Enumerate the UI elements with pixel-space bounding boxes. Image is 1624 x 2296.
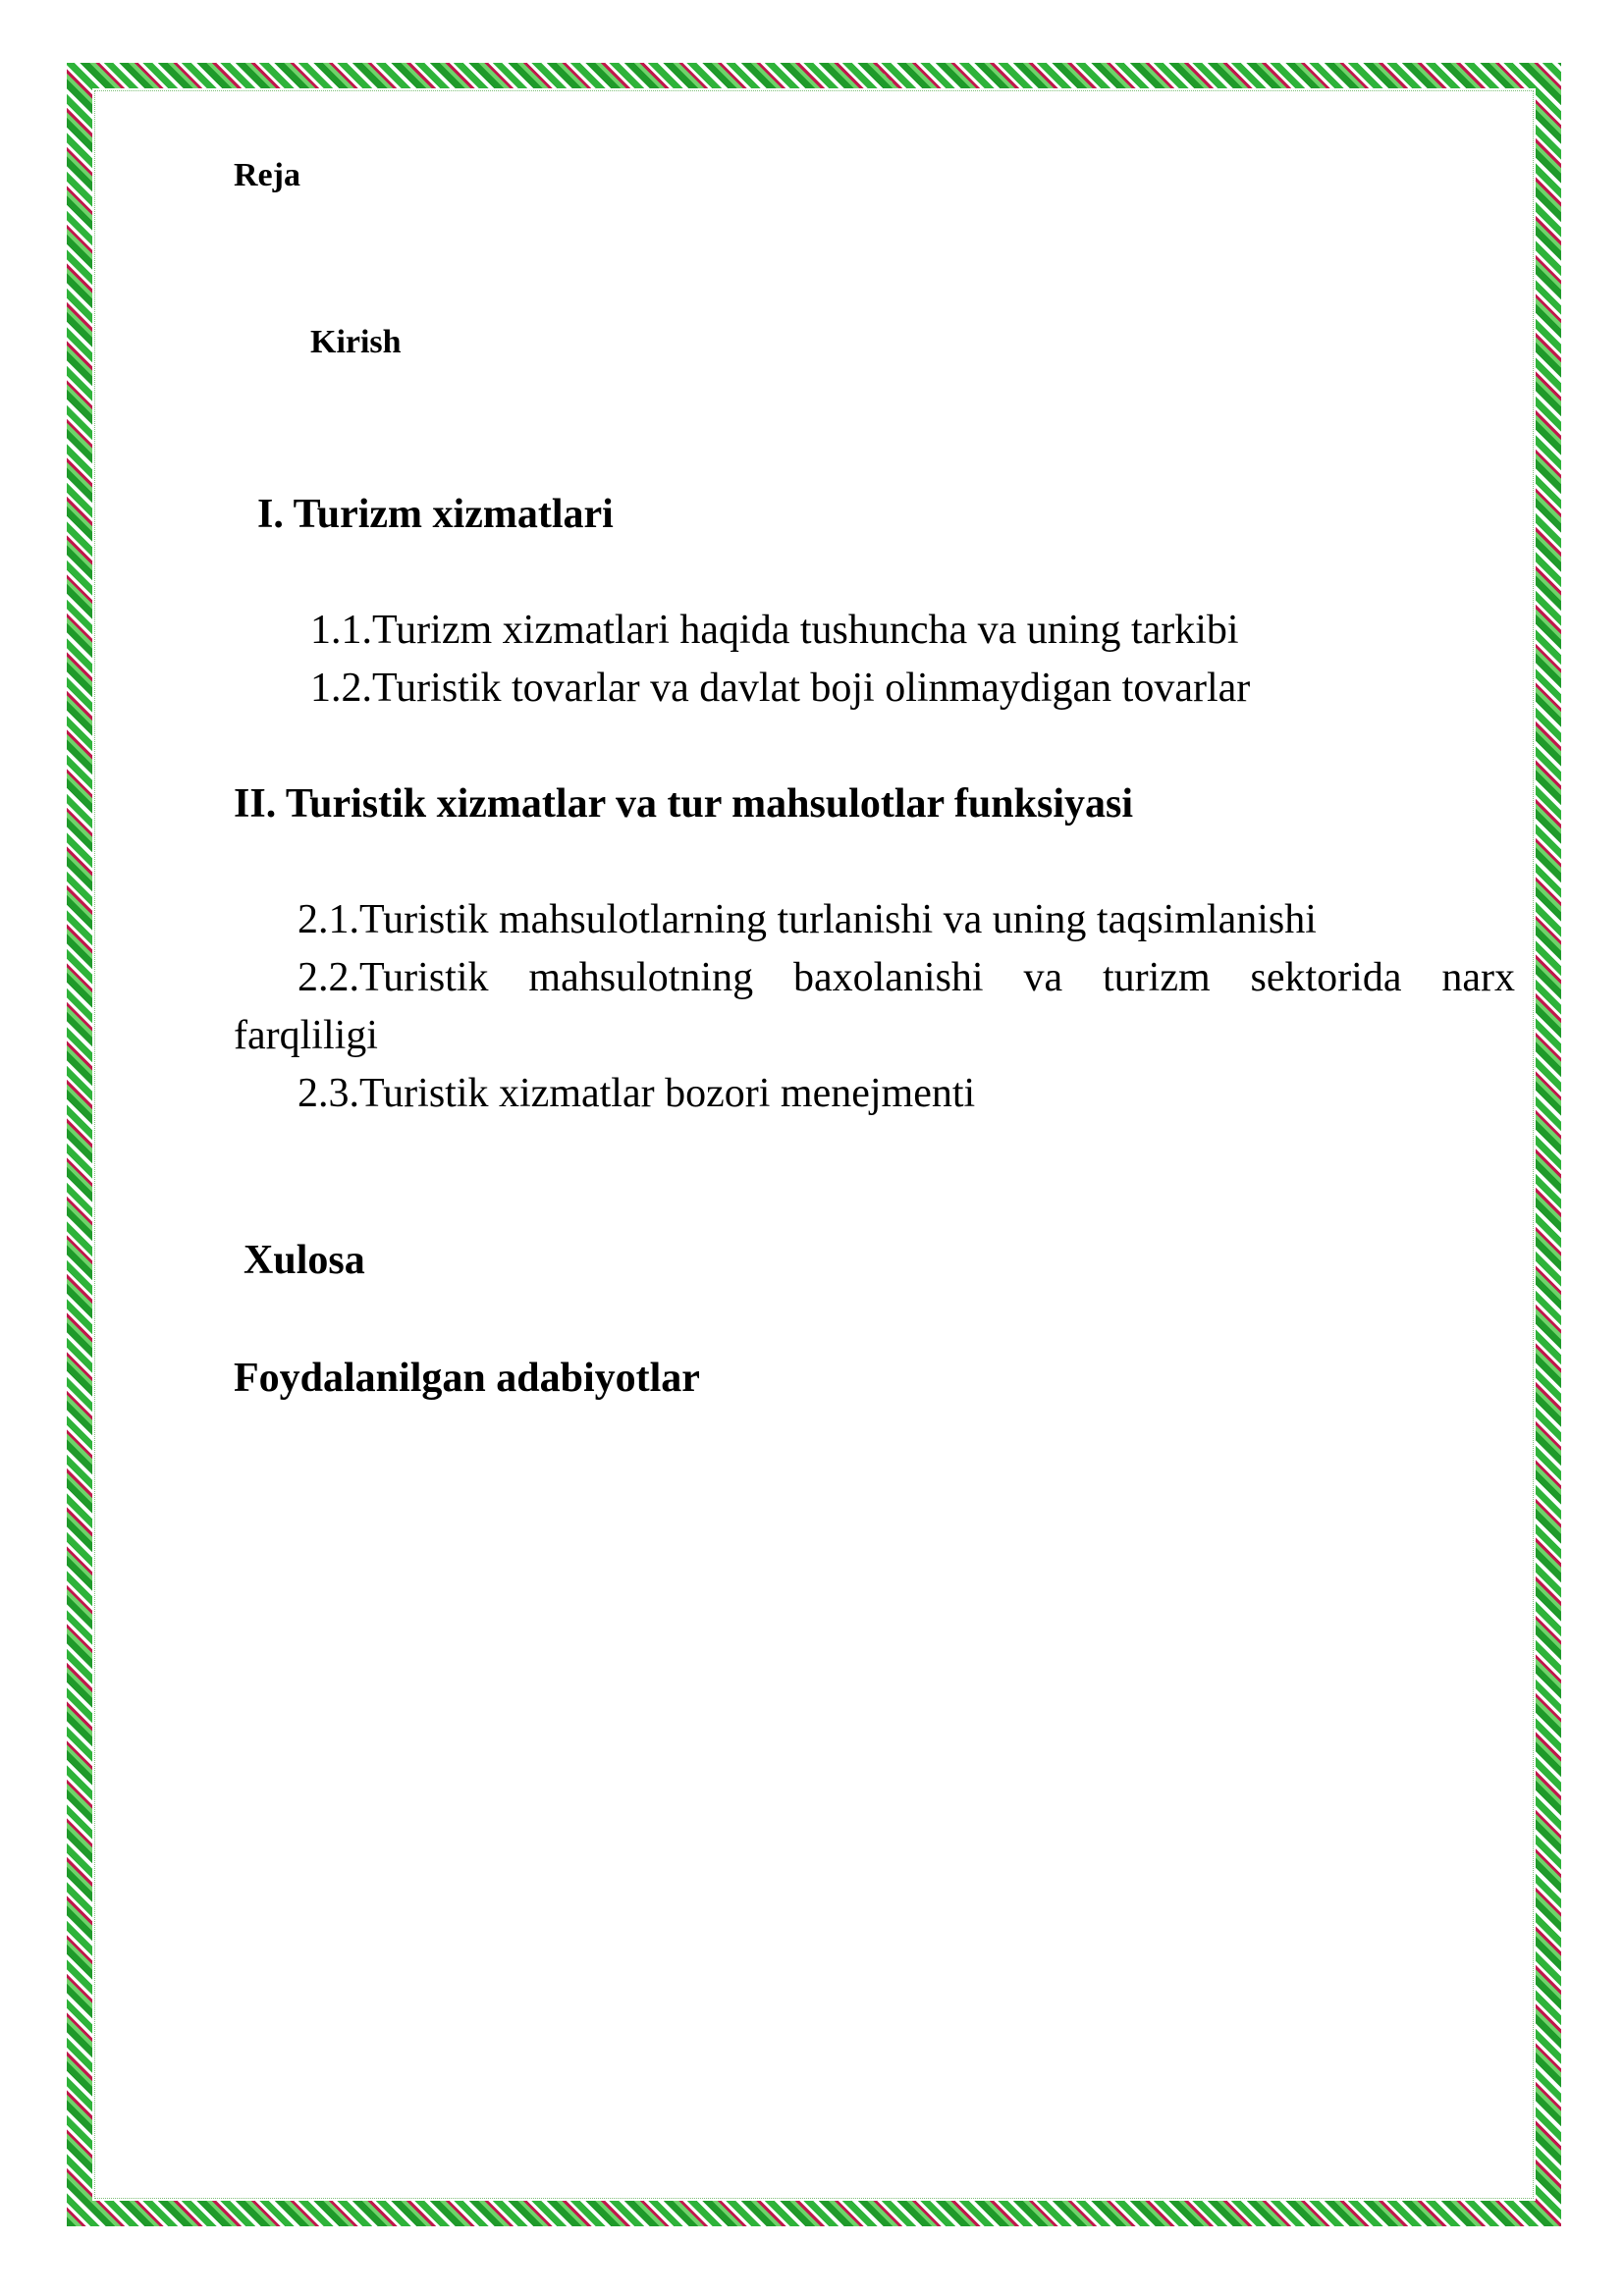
subsection-2-2-word: mahsulotning (528, 955, 754, 1000)
subsection-1-2: 1.2.Turistik tovarlar va davlat boji olinmaydigan tovarlar (310, 666, 1251, 711)
subsection-2-2 (298, 954, 1515, 1001)
subsection-2-1: 2.1.Turistik mahsulotlarning turlanishi va uning taqsimlanishi (298, 897, 1317, 942)
references-item: Foydalanilgan adabiyotlar (234, 1356, 700, 1401)
subsection-2-2-word: va (1023, 955, 1063, 1000)
conclusion-item: Xulosa (244, 1238, 365, 1283)
subsection-2-2-word: turizm (1103, 955, 1211, 1000)
section-2-title: II. Turistik xizmatlar va tur mahsulotlar funksiyasi (234, 781, 1134, 827)
subsection-2-2-continuation: farqliligi (234, 1013, 378, 1058)
introduction-item: Kirish (310, 324, 402, 360)
subsection-2-2-word: narx (1441, 955, 1515, 1000)
subsection-2-2-word: 2.2.Turistik (298, 955, 489, 1000)
section-1-title: I. Turizm xizmatlari (257, 492, 614, 537)
subsection-1-1: 1.1.Turizm xizmatlari haqida tushuncha va uning tarkibi (310, 608, 1239, 653)
subsection-2-2-word: sektorida (1250, 955, 1402, 1000)
plan-heading: Reja (234, 157, 300, 193)
subsection-2-2-word: baxolanishi (792, 955, 984, 1000)
subsection-2-3: 2.3.Turistik xizmatlar bozori menejmenti (298, 1071, 976, 1116)
